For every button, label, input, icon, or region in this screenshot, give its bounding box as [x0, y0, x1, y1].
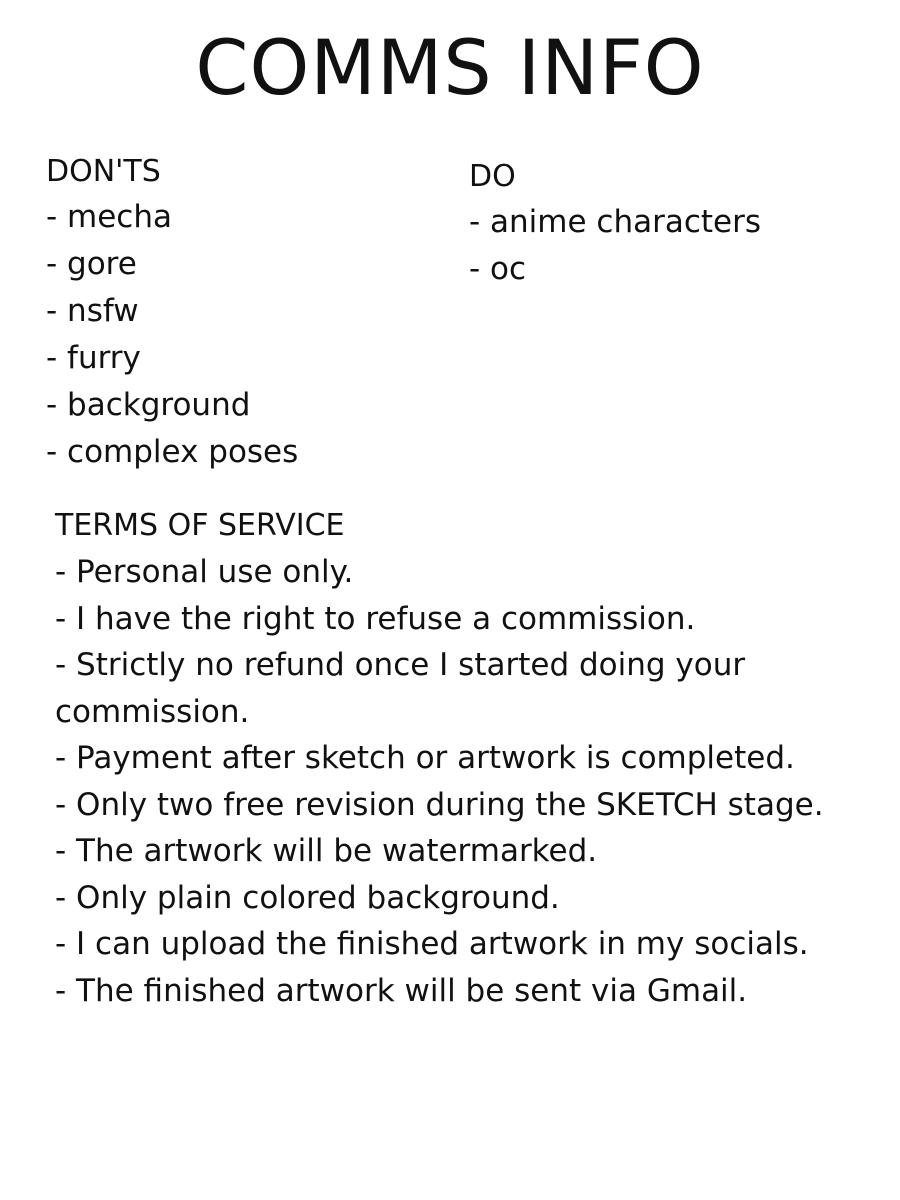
terms-item: - The finished artwork will be sent via Gmail.	[55, 972, 748, 1009]
terms-item: - Strictly no refund once I started doing your commission.	[55, 647, 746, 730]
terms-of-service-section	[55, 503, 855, 1014]
donts-item: - background	[46, 387, 251, 423]
donts-item: - gore	[46, 246, 137, 282]
donts-item: - nsfw	[46, 293, 139, 329]
terms-item: - The artwork will be watermarked.	[55, 833, 598, 869]
do-section	[469, 155, 869, 293]
donts-heading: DON'TS	[46, 154, 161, 189]
terms-item: - Only two free revision during the SKETCH stage.	[55, 786, 824, 823]
do-item: - anime characters	[469, 204, 762, 240]
do-item: - oc	[469, 251, 527, 287]
donts-section	[46, 150, 426, 476]
terms-item: - Payment after sketch or artwork is completed.	[55, 740, 795, 776]
terms-item: - I can upload the finished artwork in my socials.	[55, 926, 809, 962]
terms-heading: TERMS OF SERVICE	[55, 508, 345, 543]
donts-item: - mecha	[46, 199, 172, 235]
terms-list	[55, 549, 855, 1014]
terms-item: - Personal use only.	[55, 554, 354, 590]
terms-item: - Only plain colored background.	[55, 879, 560, 916]
page-title: COMMS INFO	[195, 23, 705, 112]
donts-item: - furry	[46, 340, 141, 376]
donts-item: - complex poses	[46, 434, 299, 470]
do-heading: DO	[469, 159, 516, 194]
terms-item: - I have the right to refuse a commission.	[55, 600, 696, 637]
